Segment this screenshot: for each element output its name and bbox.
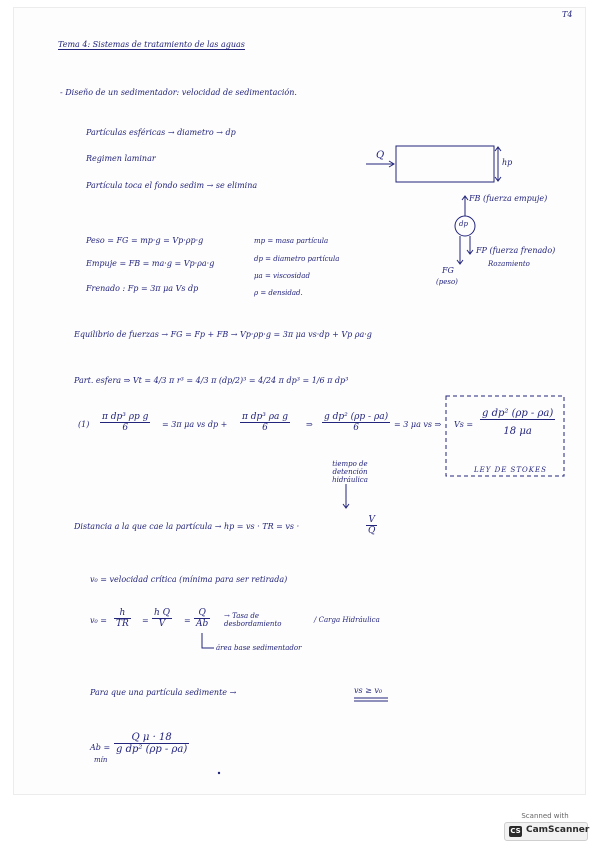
scanned-with-label: Scanned with (521, 812, 569, 820)
camscanner-brand: CamScanner (526, 825, 590, 835)
settling-condition: Para que una partícula sedimente → (90, 688, 237, 697)
v0-frac1-den: TR (116, 619, 129, 629)
v0-frac2-num: h Q (154, 608, 171, 618)
distance-fraction (366, 515, 377, 536)
eq1-middle-1: = 3π μa vs dp + (162, 420, 228, 429)
eq1-arrow: ⇒ (306, 420, 313, 429)
eq1-term1 (100, 412, 150, 433)
v0-frac3-num: Q (194, 608, 210, 619)
v0-frac3 (194, 608, 210, 629)
def-diameter: dp = diametro partícula (254, 255, 340, 263)
v0-frac2-den: V (158, 619, 166, 629)
settling-distance-equation: Distancia a la que cae la partícula → hp = vs · TR = vs · (74, 522, 300, 531)
assumption-2: Regimen laminar (86, 154, 156, 163)
camscanner-badge (504, 812, 590, 840)
distance-den: Q (368, 526, 376, 536)
force-eq-drag: Frenado : Fp = 3π μa Vs dp (86, 284, 199, 293)
v0-equals: = (142, 616, 149, 625)
settler-rectangle (396, 146, 494, 182)
page-number: T4 (562, 10, 573, 19)
assumption-1: Partículas esféricas → diametro → dp (86, 128, 236, 137)
eq1-term3-num: g dp² (ρp - ρa) (324, 412, 389, 422)
section-heading: - Diseño de un sedimentador: velocidad de sedimentación. (60, 88, 297, 97)
v0-frac3-den: Ab (196, 619, 209, 629)
v0-frac1 (114, 608, 131, 629)
eq1-term1-num: π dp³ ρp g (102, 412, 149, 422)
ab-min-num: Q μ · 18 (114, 732, 189, 744)
eq1-term3-den: 6 (353, 423, 359, 433)
settler-h-label: hp (502, 158, 513, 167)
ink-dot (218, 772, 220, 774)
fp-label: FP (fuerza frenado) (476, 246, 556, 255)
sphere-volume-equation: Part. esfera ⇒ Vt = 4/3 π r³ = 4/3 π (dp/2)³ = 4/24 π dp³ = 1/6 π dp³ (74, 376, 349, 385)
camscanner-box (504, 822, 588, 841)
eq1-term2-den: 6 (262, 423, 268, 433)
camscanner-logo-icon: CS (510, 827, 521, 835)
ab-min-fraction (114, 732, 189, 755)
eq1-term2-num: π dp³ ρa g (242, 412, 289, 422)
def-mass: mp = masa partícula (254, 237, 329, 245)
ab-min-lhs: Ab = (90, 743, 111, 752)
settler-q-label: Q (376, 150, 385, 161)
ab-min-den: g dp² (ρp - ρa) (116, 744, 188, 755)
assumption-3: Partícula toca el fondo sedim → se elimina (86, 181, 258, 190)
fg-sublabel: (peso) (436, 278, 458, 286)
dp-label: dp (459, 220, 468, 228)
eq1-tag: (1) (78, 420, 90, 429)
v0-frac2 (152, 608, 172, 629)
eq1-term2 (240, 412, 290, 433)
fb-label: FB (fuerza empuje) (469, 194, 548, 203)
v0-lhs: v₀ = (90, 616, 107, 625)
area-note: área base sedimentador (216, 644, 302, 652)
critical-velocity-definition: v₀ = velocidad crítica (mínima para ser retirada) (90, 575, 288, 584)
ab-min-sub: mín (94, 756, 108, 764)
distance-num: V (366, 515, 377, 526)
def-density: ρ = densidad. (254, 289, 303, 297)
area-note-arrow (202, 633, 214, 648)
settling-condition-relation: vs ≥ v₀ (354, 686, 383, 695)
force-eq-weight: Peso = FG = mp·g = Vp·ρp·g (86, 236, 204, 245)
stokes-lhs: Vs = (454, 420, 474, 429)
def-viscosity: μa = viscosidad (254, 272, 310, 280)
retention-time-note: tiempo de detención hidráulica (332, 460, 368, 484)
drawings-layer (14, 8, 585, 794)
hydraulic-load-label: / Carga Hidráulica (314, 616, 380, 624)
stokes-fraction (480, 408, 555, 437)
stokes-num: g dp² (ρp - ρa) (482, 408, 554, 419)
equilibrium-equation: Equilibrio de fuerzas → FG = Fp + FB → Vp·ρp·g = 3π μa vs·dp + Vp ρa·g (74, 330, 372, 339)
eq1-term3 (322, 412, 390, 433)
stokes-law-label: LEY DE STOKES (474, 466, 547, 474)
eq1-term1-den: 6 (122, 423, 129, 433)
overflow-rate-label: → Tasa de desbordamiento (224, 612, 282, 628)
fp-sublabel: Rozamiento (488, 260, 530, 268)
v0-equals-2: = (184, 616, 191, 625)
v0-frac1-num: h (114, 608, 131, 619)
stokes-den: 18 μa (503, 426, 532, 437)
force-eq-buoyancy: Empuje = FB = ma·g = Vp·ρa·g (86, 259, 215, 268)
fg-label: FG (442, 266, 454, 275)
page-title: Tema 4: Sistemas de tratamiento de las aguas (58, 40, 245, 49)
eq1-middle-2: = 3 μa vs ⇒ (394, 420, 442, 429)
notes-page (14, 8, 585, 794)
